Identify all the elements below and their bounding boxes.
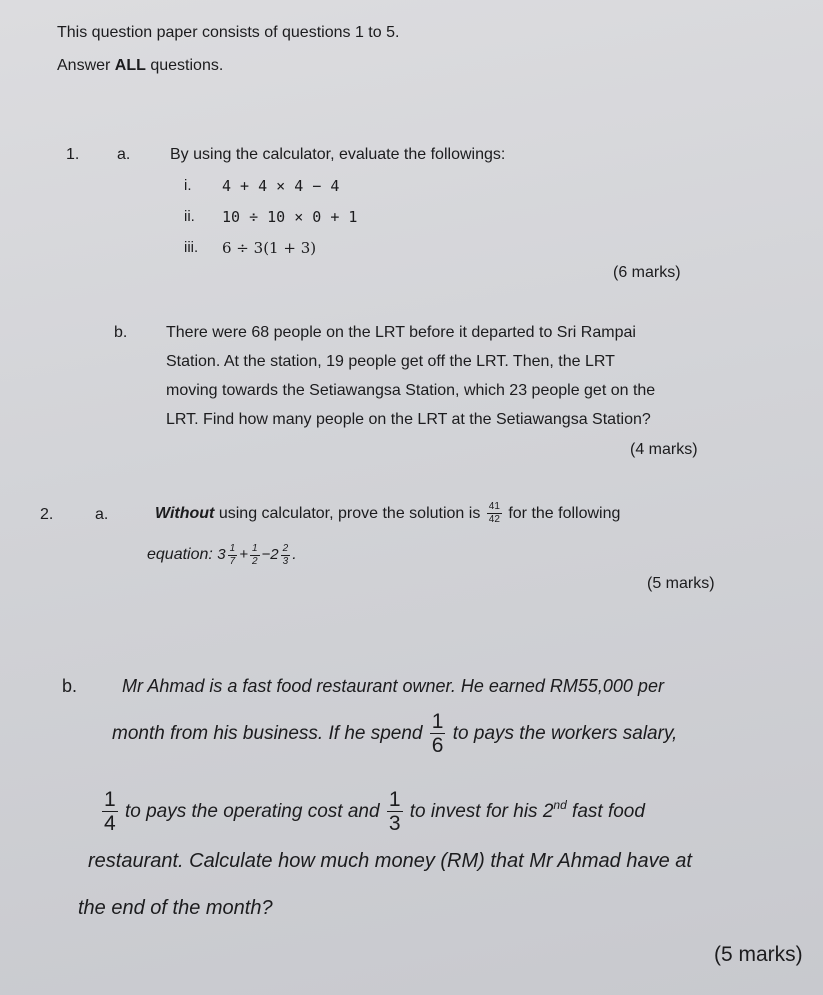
question-1a-item-3-expression: 6 ÷ 3(1 + 3) [222,239,317,257]
question-1b-label: b. [114,324,128,341]
question-1b-line-1: There were 68 people on the LRT before it departed to Sri Rampai [166,324,636,341]
question-2b-line-5: the end of the month? [78,897,273,919]
question-1b-line-3: moving towards the Setiawangsa Station, which 23 people get on the [166,382,656,399]
intro-line-1: This question paper consists of questions 1 to 5. [57,24,400,41]
solution-fraction: $\frac{41}{42}$ [488,501,500,526]
question-2a-equation: equation: 3 $\frac{1}{7}$ + $\frac{1}{2}$ −2 $\frac{2}{3}$ . [147,542,297,567]
question-2a-statement: Without using calculator, prove the solution is $\frac{41}{42}$ for the following [155,501,621,526]
question-1a-item-2-expression: 10 ÷ 10 × 0 + 1 [222,208,358,226]
question-1a-item-1-label: i. [184,177,192,194]
question-2b-line-3: $\frac{1}{4}$ to pays the operating cost and $\frac{1}{3}$ to invest for his 2nd fast food [104,788,645,836]
question-1a-label: a. [117,146,131,163]
intro-line-2: Answer ALL questions. [57,57,224,74]
question-1a-item-2-label: ii. [184,208,195,225]
question-2-number: 2. [40,506,54,523]
equation-term-2: $\frac{1}{2}$ [251,542,258,567]
question-2a-label: a. [95,506,109,523]
question-1a-item-3-label: iii. [184,239,199,256]
investment-fraction: $\frac{1}{3}$ [388,788,401,836]
question-1b-line-2: Station. At the station, 19 people get off the LRT. Then, the LRT [166,353,615,370]
without-emphasis: Without [155,505,215,522]
question-1a-marks: (6 marks) [613,264,681,281]
question-2b-marks: (5 marks) [714,943,803,966]
operating-cost-fraction: $\frac{1}{4}$ [104,788,116,836]
question-1a-text: By using the calculator, evaluate the followings: [170,146,506,163]
question-2b-line-4: restaurant. Calculate how much money (RM) that Mr Ahmad have at [88,850,692,872]
question-1-number: 1. [66,146,80,163]
question-1a-item-1-expression: 4 + 4 × 4 − 4 [222,177,340,195]
question-1b-marks: (4 marks) [630,441,698,458]
question-2a-marks: (5 marks) [647,575,715,592]
question-2b-line-1: Mr Ahmad is a fast food restaurant owner. He earned RM55,000 per [122,676,664,696]
equation-term-1: 3 $\frac{1}{7}$ [217,542,236,567]
equation-term-3: 2 $\frac{2}{3}$ [270,542,289,567]
question-2b-line-2: month from his business. If he spend $\frac{1}{6}$ to pays the workers salary, [112,710,678,758]
salary-fraction: $\frac{1}{6}$ [431,710,444,758]
question-1b-line-4: LRT. Find how many people on the LRT at the Setiawangsa Station? [166,411,651,428]
question-2b-label: b. [62,676,78,696]
intro-all-emphasis: ALL [114,57,146,74]
